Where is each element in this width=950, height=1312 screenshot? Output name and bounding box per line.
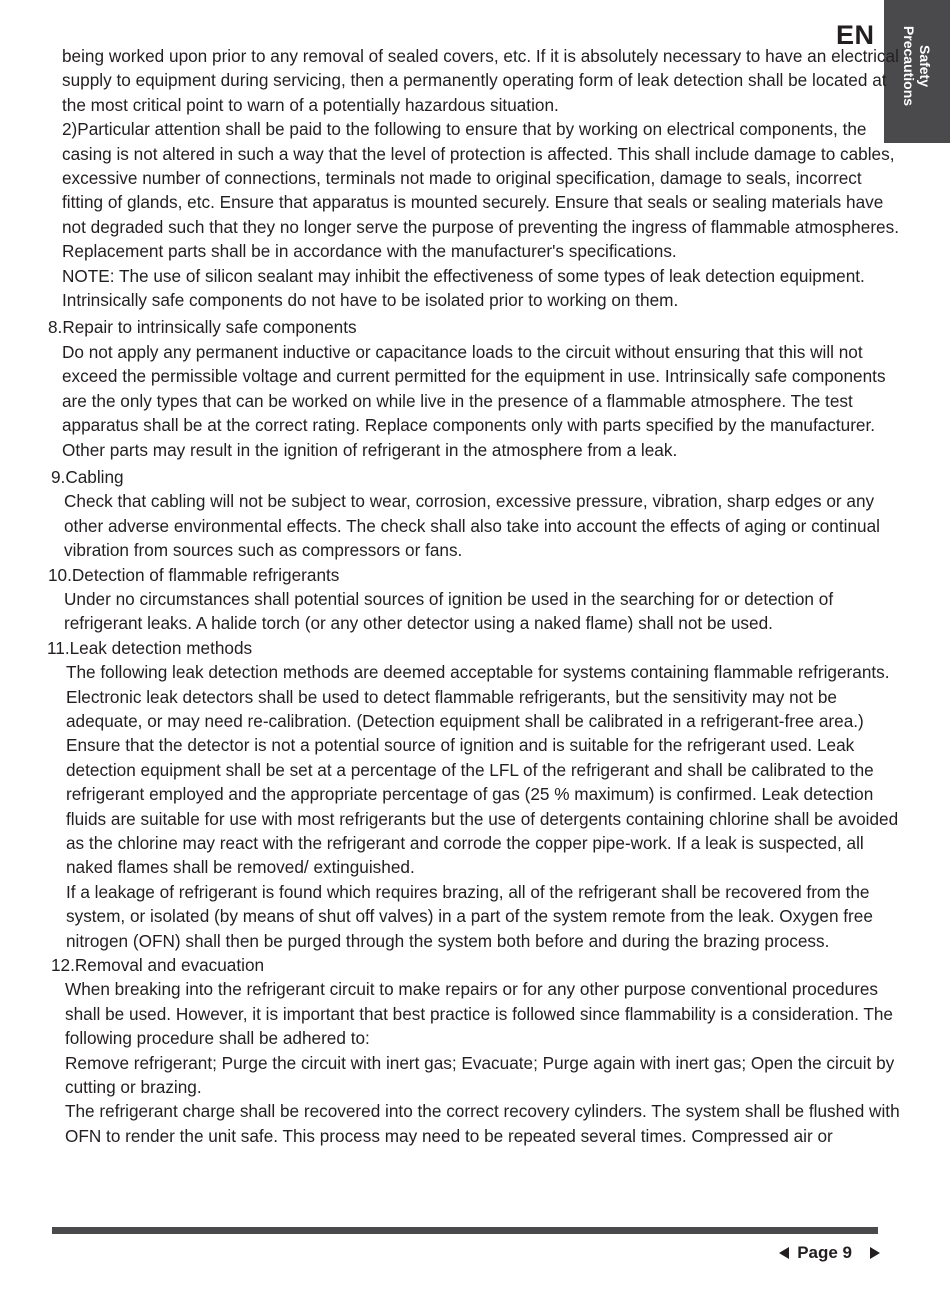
paragraph-section-12a: When breaking into the refrigerant circuit to make repairs or for any other purpose conventional procedures shall be used. However, it is important that best practice is followed since flammability is a consideration. The following procedure shall be adhered to: <box>65 979 893 1049</box>
paragraph-section-9: Check that cabling will not be subject to wear, corrosion, excessive pressure, vibration, sharp edges or any other adverse environmental effects. The check shall also take into account the effects of aging or continual vibration from sources such as compressors or fans. <box>64 491 880 561</box>
triangle-right-icon[interactable] <box>870 1247 880 1259</box>
paragraph-section-11a: The following leak detection methods are deemed acceptable for systems containing flammable refrigerants. Electronic leak detectors shall be used to detect flammable refrigerants, but the sensitivity may not be adequate, or may need re-calibration. (Detection equipment shall be calibrated in a refrigerant-free area.) Ensure that the detector is not a potential source of ignition and is suitable for the refrigerant used. Leak detection equipment shall be set at a percentage of the LFL of the refrigerant and shall be calibrated to the refrigerant employed and the appropriate percentage of gas (25 % maximum) is confirmed. Leak detection fluids are suitable for use with most refrigerants but the use of detergents containing chlorine shall be avoided as the chlorine may react with the refrigerant and corrode the copper pipe-work. If a leak is suspected, all naked flames shall be removed/ extinguished. <box>66 662 899 878</box>
heading-section-11: 11.Leak detection methods <box>47 637 253 658</box>
footer-divider <box>52 1227 878 1234</box>
paragraph-section-12b: Remove refrigerant; Purge the circuit with inert gas; Evacuate; Purge again with inert gas; Open the circuit by cutting or brazing. <box>65 1052 895 1098</box>
language-label: EN <box>836 20 875 50</box>
page-number: Page 9 <box>797 1243 852 1262</box>
paragraph-section-11b: If a leakage of refrigerant is found which requires brazing, all of the refrigerant shall be recovered from the system, or isolated (by means of shut off valves) in a part of the system remote from the leak. Oxygen free nitrogen (OFN) shall then be purged through the system both before and during the brazing process. <box>66 881 873 951</box>
section-tab-line1: Safety <box>917 44 933 88</box>
triangle-left-icon[interactable] <box>779 1247 789 1259</box>
heading-section-12: 12.Removal and evacuation <box>51 955 265 976</box>
section-tab-label <box>901 26 933 106</box>
paragraph-section-12c: The refrigerant charge shall be recovered into the correct recovery cylinders. The system shall be flushed with OFN to render the unit safe. This process may need to be repeated several times. Compressed air or <box>65 1101 900 1146</box>
page-body <box>40 44 900 1148</box>
heading-section-9: 9.Cabling <box>51 466 124 487</box>
heading-section-10: 10.Detection of flammable refrigerants <box>48 564 340 585</box>
page-navigation <box>779 1241 880 1265</box>
section-tab-line2: Precautions <box>901 25 917 107</box>
paragraph-section-10: Under no circumstances shall potential sources of ignition be used in the searching for or detection of refrigerant leaks. A halide torch (or any other detector using a naked flame) shall not be used. <box>64 588 834 634</box>
paragraph-intro: being worked upon prior to any removal of sealed covers, etc. If it is absolutely necessary to have an electrical supply to equipment during servicing, then a permanently operating form of leak detection shall be located at the most critical point to warn of a potentially hazardous situation. <box>62 46 899 115</box>
paragraph-item-2: 2)Particular attention shall be paid to the following to ensure that by working on electrical components, the casing is not altered in such a way that the level of protection is affected. This shall include damage to cables, excessive number of connections, terminals not made to original specification, damage to seals, incorrect fitting of glands, etc. Ensure that apparatus is mounted securely. Ensure that seals or sealing materials have not degraded such that they no longer serve the purpose of preventing the ingress of flammable atmospheres. Replacement parts shall be in accordance with the manufacturer's specifications. <box>62 119 899 262</box>
heading-section-8: 8.Repair to intrinsically safe components <box>48 317 357 338</box>
paragraph-section-8: Do not apply any permanent inductive or capacitance loads to the circuit without ensuring that this will not exceed the permissible voltage and current permitted for the equipment in use. Intrinsically safe components are the only types that can be worked on while live in the presence of a flammable atmosphere. The test apparatus shall be at the correct rating. Replace components only with parts specified by the manufacturer. Other parts may result in the ignition of refrigerant in the atmosphere from a leak. <box>62 341 886 460</box>
paragraph-note: NOTE: The use of silicon sealant may inhibit the effectiveness of some types of leak detection equipment. Intrinsically safe components do not have to be isolated prior to working on them. <box>62 265 865 311</box>
